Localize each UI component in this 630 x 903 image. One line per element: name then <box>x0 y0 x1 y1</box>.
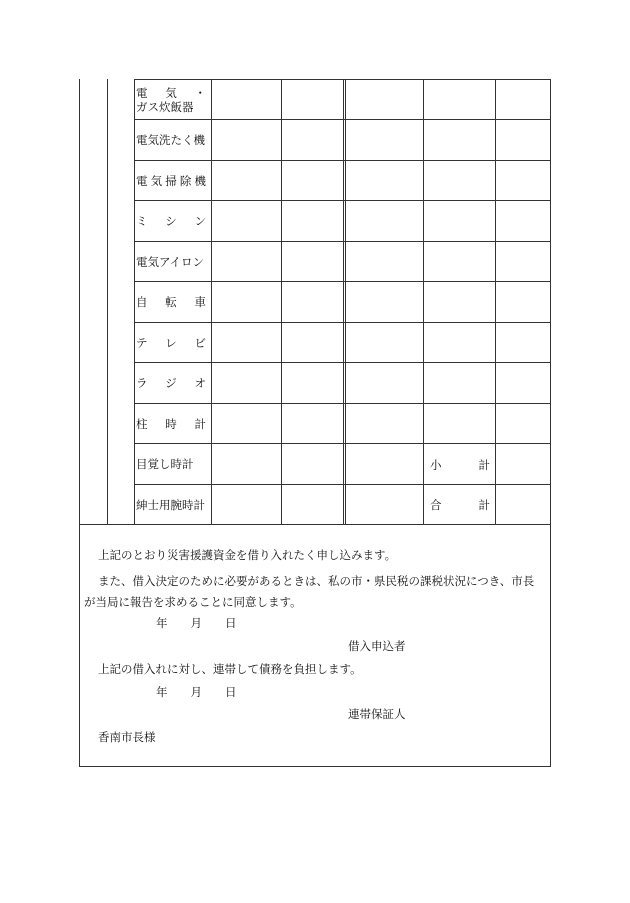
addressee: 香南市長様 <box>98 730 156 744</box>
item-label: 自 転 車 <box>136 295 206 309</box>
subtotal-label: 小 計 <box>430 458 490 472</box>
item-label: ミ シ ン <box>136 214 206 228</box>
item-label-line1: 電 気 ・ <box>136 86 206 100</box>
column-rule-5 <box>343 79 344 524</box>
item-iron <box>136 242 212 282</box>
guarantee-date: 年 月 日 <box>156 685 237 699</box>
total-label: 合 計 <box>430 498 490 512</box>
item-label: 電気アイロン <box>136 255 204 269</box>
declaration-line-1: 上記のとおり災害援護資金を借り入れたく申し込みます。 <box>98 548 397 562</box>
item-label: 電気洗たく機 <box>136 133 205 147</box>
guarantor-label: 連帯保証人 <box>348 707 406 721</box>
applicant-label: 借入申込者 <box>348 639 406 653</box>
item-label: 紳士用腕時計 <box>136 498 205 512</box>
item-label: ラ ジ オ <box>136 376 206 390</box>
item-wall-clock <box>136 404 212 444</box>
application-form <box>79 79 551 767</box>
item-television <box>136 323 212 363</box>
column-rule-7 <box>423 79 424 524</box>
item-washing-machine <box>136 120 212 160</box>
guarantee-statement: 上記の借入れに対し、連帯して債務を負担します。 <box>98 662 362 676</box>
application-date: 年 月 日 <box>156 616 237 630</box>
row-rule <box>134 79 551 80</box>
column-rule-4 <box>281 79 282 524</box>
item-wristwatch <box>136 485 212 525</box>
item-alarm-clock <box>136 444 212 484</box>
column-rule-2 <box>134 79 135 524</box>
item-label: 柱 時 計 <box>136 417 206 431</box>
column-rule-8 <box>495 79 496 524</box>
item-sewing-machine <box>136 201 212 241</box>
item-bicycle <box>136 282 212 322</box>
declaration-line-2: また、借入決定のために必要があるときは、私の市・県民税の課税状況につき、市長 <box>98 574 535 588</box>
column-rule-6 <box>345 79 346 524</box>
item-label: テ レ ビ <box>136 336 206 350</box>
column-rule-1 <box>107 79 108 524</box>
item-rice-cooker <box>136 83 212 117</box>
declaration-line-3: が当局に報告を求めることに同意します。 <box>84 595 302 609</box>
item-label-line2: ガス炊飯器 <box>136 100 194 114</box>
item-vacuum-cleaner <box>136 161 212 201</box>
item-label: 目覚し時計 <box>136 457 194 471</box>
item-radio <box>136 363 212 403</box>
item-label: 電気掃除機 <box>136 174 206 188</box>
